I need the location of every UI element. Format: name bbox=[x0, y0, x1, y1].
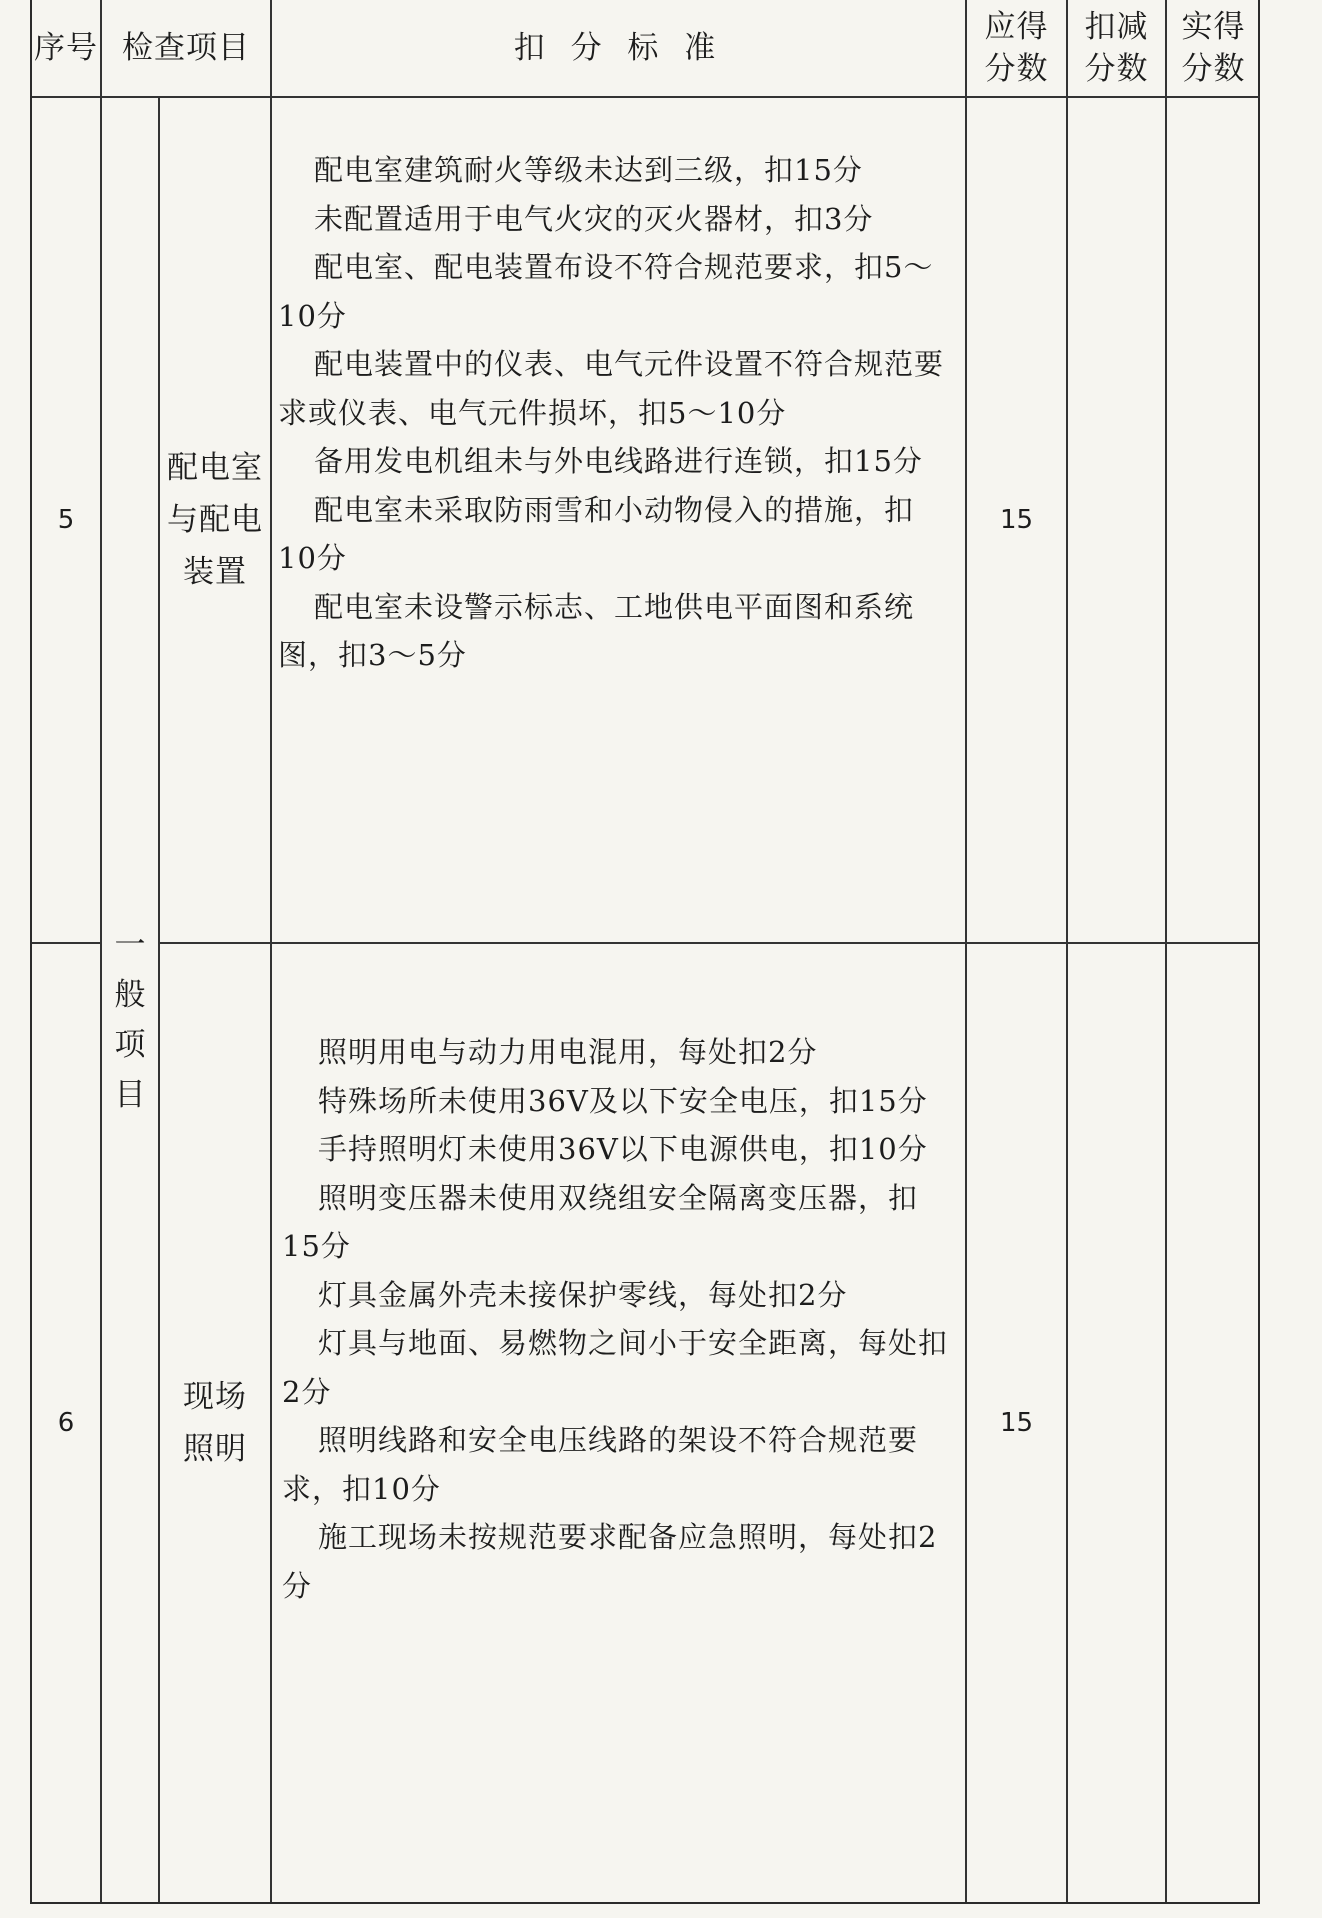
row-item-line: 配电室 bbox=[167, 450, 263, 486]
criteria-line: 手持照明灯未使用36V以下电源供电，扣10分 bbox=[318, 1132, 928, 1166]
category-char: 目 bbox=[114, 1077, 146, 1113]
criteria-line: 照明用电与动力用电混用，每处扣2分 bbox=[318, 1035, 818, 1069]
row-item-line: 与配电 bbox=[167, 502, 263, 538]
col-divider-item bbox=[270, 0, 272, 1902]
row-criteria bbox=[278, 146, 960, 680]
row-index: 5 bbox=[57, 505, 75, 535]
row-item-name bbox=[160, 98, 270, 942]
row-index: 6 bbox=[57, 1408, 75, 1438]
criteria-line: 施工现场未按规范要求配备应急照明，每处扣2分 bbox=[282, 1520, 938, 1603]
row-due-score: 15 bbox=[999, 505, 1034, 535]
row-criteria bbox=[282, 1028, 960, 1610]
header-deduct-line2: 分数 bbox=[1084, 51, 1149, 87]
criteria-line: 照明变压器未使用双绕组安全隔离变压器，扣15分 bbox=[282, 1180, 919, 1263]
criteria-line: 备用发电机组未与外电线路进行连锁，扣15分 bbox=[314, 444, 923, 478]
row-due-score: 15 bbox=[999, 1408, 1034, 1438]
header-actual-line2: 分数 bbox=[1181, 51, 1246, 87]
header-deduct bbox=[1068, 0, 1165, 96]
header-actual bbox=[1167, 0, 1260, 96]
header-criteria: 扣 分 标 准 bbox=[513, 30, 724, 66]
header-due-line2: 分数 bbox=[984, 51, 1049, 87]
criteria-line: 配电室、配电装置布设不符合规范要求，扣5～10分 bbox=[278, 250, 934, 333]
criteria-line: 特殊场所未使用36V及以下安全电压，扣15分 bbox=[318, 1083, 928, 1118]
criteria-line: 照明线路和安全电压线路的架设不符合规范要求，扣10分 bbox=[282, 1423, 919, 1506]
header-due-line1: 应得 bbox=[984, 9, 1049, 45]
criteria-line: 配电室未设警示标志、工地供电平面图和系统图，扣3～5分 bbox=[278, 589, 915, 672]
header-deduct-line1: 扣减 bbox=[1084, 9, 1149, 45]
header-index: 序号 bbox=[34, 30, 98, 66]
header-due bbox=[967, 0, 1066, 96]
deduction-table bbox=[30, 0, 1260, 1904]
row-actual-score bbox=[1167, 944, 1260, 1902]
row-deduct-score bbox=[1068, 98, 1165, 942]
row-item-name bbox=[160, 944, 270, 1902]
header-actual-line1: 实得 bbox=[1181, 9, 1246, 45]
criteria-line: 配电装置中的仪表、电气元件设置不符合规范要求或仪表、电气元件损坏，扣5～10分 bbox=[278, 347, 945, 430]
category-char: 般 bbox=[114, 977, 146, 1013]
row-item-line: 照明 bbox=[183, 1431, 247, 1467]
category-char: 项 bbox=[114, 1027, 146, 1063]
criteria-line: 未配置适用于电气火灾的灭火器材，扣3分 bbox=[314, 201, 874, 236]
criteria-line: 配电室未采取防雨雪和小动物侵入的措施，扣10分 bbox=[278, 492, 915, 575]
row-item-line: 装置 bbox=[183, 554, 247, 590]
header-item: 检查项目 bbox=[122, 30, 250, 66]
criteria-line: 灯具与地面、易燃物之间小于安全距离，每处扣2分 bbox=[282, 1326, 949, 1409]
row-actual-score bbox=[1167, 98, 1260, 942]
row-deduct-score bbox=[1068, 944, 1165, 1902]
criteria-line: 配电室建筑耐火等级未达到三级，扣15分 bbox=[314, 153, 863, 187]
row-item-line: 现场 bbox=[183, 1379, 247, 1415]
criteria-line: 灯具金属外壳未接保护零线，每处扣2分 bbox=[318, 1277, 848, 1312]
category-char: 一 bbox=[114, 927, 146, 963]
category-label bbox=[102, 920, 158, 1120]
